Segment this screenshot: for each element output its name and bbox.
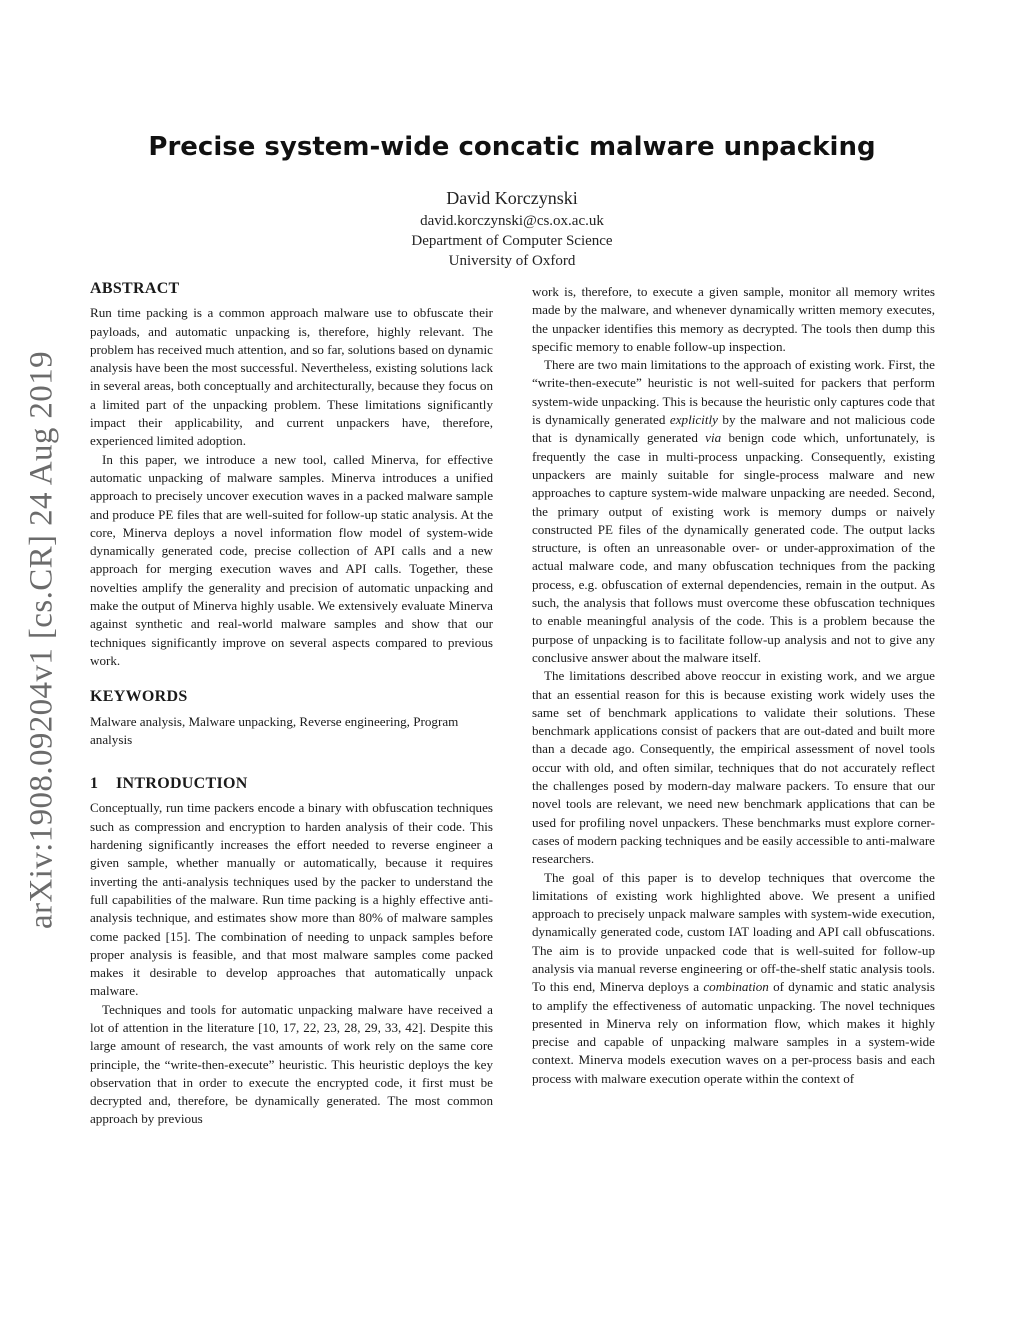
left-column xyxy=(90,280,493,1129)
intro-paragraph-3: work is, therefore, to execute a given sample, monitor all memory writes made by the malware, and whenever dynamically written memory executes, the unpacker identifies this memory as decrypted. The tools then dump this specific memory to enable follow-up inspection. xyxy=(532,284,935,354)
emphasis: via xyxy=(705,430,722,446)
author-block xyxy=(0,185,1024,271)
keywords-text: Malware analysis, Malware unpacking, Reverse engineering, Program analysis xyxy=(90,713,459,747)
introduction-section xyxy=(90,775,493,1129)
author-email[interactable]: david.korczynski@cs.ox.ac.uk xyxy=(420,213,604,229)
text-run: The goal of this paper is to develop techniques that overcome the limitations of existing work highlighted above. We present a unified approach to precisely unpack malware samples with system-wide execution, dynamically generated code, custom IAT loading and API call obfuscations. The aim is to provide unpacked code that is well-suited for follow-up analysis via manual reverse engineering or off-the-shelf static analysis tools. To this end, Minerva deploys a xyxy=(532,869,935,995)
intro-paragraph-5: The limitations described above reoccur in existing work, and we argue that an essential reason for this is because existing work widely uses the same set of benchmark applications to validate their solutions. These benchmark applications consist of packers that are out-dated and built more than a decade ago. Consequently, the empirical assessment of novel tools occur with old, and often similar, techniques that do not accurately reflect the challenges posed by modern-day malware packers. To ensure that our novel tools are relevant, we need new benchmark applications that can be used for profiling novel unpackers. These benchmarks must explore corner-cases of modern packing techniques and be easily accessible to anti-malware researchers. xyxy=(532,668,935,867)
abstract-paragraph-2: In this paper, we introduce a new tool, called Minerva, for effective automatic unpacking of malware samples. Minerva introduces a unified approach to precisely uncover execution waves in a packed malware sample and produce PE files that are well-suited for follow-up static analysis. At the core, Minerva deploys a novel information flow model of system-wide dynamically generated code, precise collection of API calls and a new approach for merging execution waves and API calls. Together, these novelties amplify the generality and precision of automatic unpacking and make the output of Minerva highly usable. We extensively evaluate Minerva against synthetic and real-world malware samples and show that our techniques significantly improve on several aspects compared to previous work. xyxy=(90,451,493,668)
emphasis: combination xyxy=(703,979,769,995)
paper-title: Precise system-wide concatic malware unpacking xyxy=(148,132,876,162)
abstract-heading: ABSTRACT xyxy=(90,280,180,297)
text-run: by the malware and not malicious code that is dynamically generated xyxy=(532,412,935,446)
arxiv-identifier[interactable]: arXiv:1908.09204v1 [cs.CR] 24 Aug 2019 xyxy=(23,350,60,930)
keywords-heading: KEYWORDS xyxy=(90,688,188,706)
text-run: benign code which, unfortunately, is frequently the case in multi-process unpacking. Consequently, existing unpackers are mainly suitable for single-process malware and new approaches to capture system-wide malware unpacking are needed. Second, the primary output of existing work is memory dumps or naively constructed PE files of the dynamically generated code. The output lacks structure, is often an unreasonable over- or under-approximation of the actual malware code, and many obfuscation techniques from the packing process, e.g. obfuscation of external dependencies, remain in the output. As such, the analysis that follows must overcome these obfuscation techniques to enable meaningful analysis of the code. This is a problem because the purpose of unpacking is to facilitate follow-up analysis and not to give any conclusive answer about the malware itself. xyxy=(532,430,935,665)
text-run: of dynamic and static analysis to amplify the effectiveness of automatic unpacking. The novel techniques presented in Minerva rely on information flow, which makes it highly precise and capable of unpacking malware samples in a system-wide context. Minerva models execution waves on a per-process basis and each process with malware execution operate within the context of xyxy=(532,979,935,1086)
emphasis: explicitly xyxy=(669,412,718,428)
intro-paragraph-2: Techniques and tools for automatic unpacking malware have received a lot of attention in the literature [10, 17, 22, 23, 28, 29, 33, 42]. Despite this large amount of research, the vast amounts of work rely on the same core principle, the “write-then-execute” heuristic. This heuristic deploys the key observation that in order to execute the encrypted code, it first must be decrypted and, therefore, be dynamically generated. The most common approach by previous xyxy=(90,1001,493,1127)
author-university: University of Oxford xyxy=(448,253,576,269)
author-department: Department of Computer Science xyxy=(411,233,613,249)
intro-paragraph-6 xyxy=(532,869,935,1089)
intro-paragraph-4 xyxy=(532,356,935,667)
introduction-heading xyxy=(90,775,493,793)
abstract-section xyxy=(90,280,493,670)
author-name: David Korczynski xyxy=(446,188,578,208)
section-title: INTRODUCTION xyxy=(116,775,248,793)
right-column xyxy=(532,283,935,1088)
section-number: 1 xyxy=(90,775,99,793)
intro-paragraph-1: Conceptually, run time packers encode a binary with obfuscation techniques such as compression and encryption to harden analysis of their code. This hardening significantly increases the effort needed to reverse engineer a given sample, whether manually or automatically, because it requires inverting the anti-analysis techniques used by the packer to understand the full capabilities of the malware. Run time packing is a highly effective anti-analysis technique, and estimates show more than 80% of malware samples come packed [15]. The combination of needing to unpack samples before proper analysis is feasible, and that most malware samples come packed makes it desirable to develop approaches that automatically unpack malware. xyxy=(90,800,493,999)
keywords-section xyxy=(90,688,493,749)
text-run: There are two main limitations to the approach of existing work. First, the “write-then-execute” heuristic is not well-suited for packers that perform system-wide unpacking. This is because the heuristic only captures code that is dynamically generated xyxy=(532,357,935,428)
abstract-paragraph-1: Run time packing is a common approach malware use to obfuscate their payloads, and automatic unpacking is, therefore, highly relevant. The problem has received much attention, and so far, solutions based on dynamic analysis have been the most successful. Nevertheless, existing solutions lack in several areas, both conceptually and architecturally, because they focus on a limited part of the unpacking problem. These limitations significantly impact their applicability, and current unpackers have, therefore, experienced limited adoption. xyxy=(90,305,493,449)
